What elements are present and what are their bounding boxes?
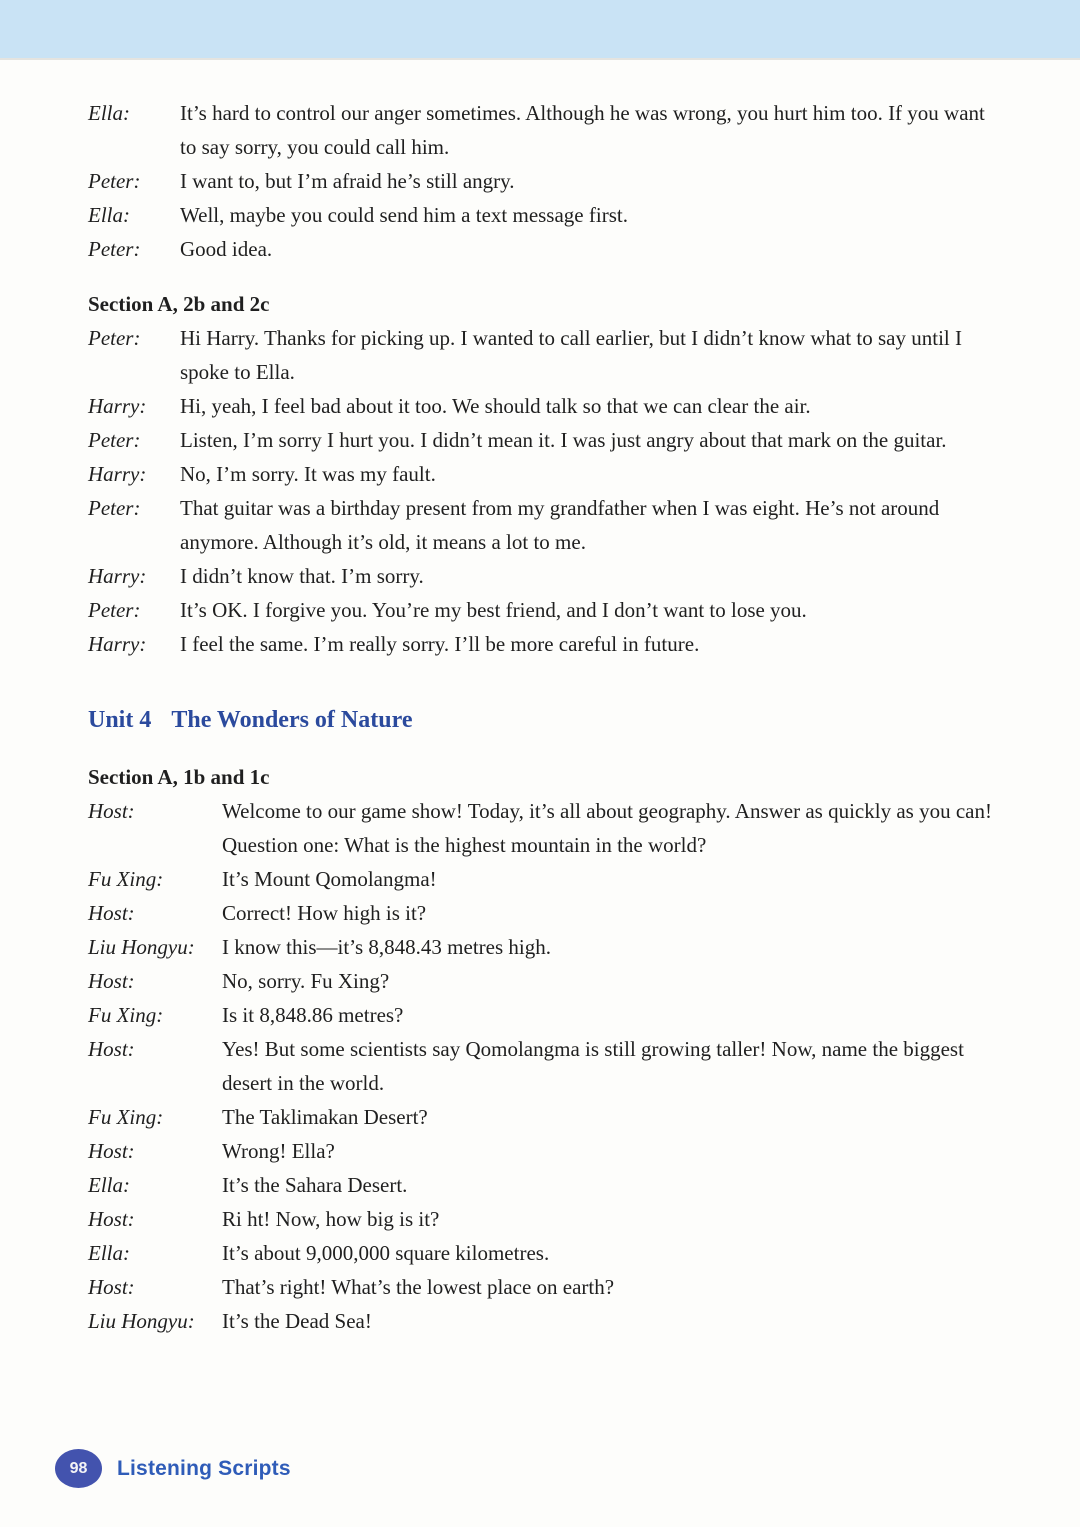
speaker-label: Host: — [88, 969, 135, 993]
speech-text: I didn’t know that. I’m sorry. — [180, 564, 424, 588]
speaker-label: Host: — [88, 1207, 135, 1231]
speaker-label: Peter: — [88, 428, 141, 452]
dialogue-row — [88, 389, 992, 423]
dialogue-row — [88, 593, 992, 627]
speech-text: Hi Harry. Thanks for picking up. I wanted to call earlier, but I didn’t know what to say until I spoke to Ella. — [180, 326, 963, 384]
page-top-band — [0, 0, 1080, 60]
speech-text: Hi, yeah, I feel bad about it too. We should talk so that we can clear the air. — [180, 394, 811, 418]
speech-text: Wrong! Ella? — [222, 1139, 335, 1163]
speech-text: Good idea. — [180, 237, 273, 261]
page-footer — [55, 1449, 291, 1488]
dialogue-row — [88, 559, 992, 593]
speaker-label: Harry: — [88, 564, 147, 588]
dialogue-row — [88, 423, 992, 457]
dialogue-row — [88, 198, 992, 232]
speaker-label: Fu Xing: — [88, 867, 164, 891]
speaker-label: Ella: — [88, 1173, 130, 1197]
unit-title: The Wonders of Nature — [171, 707, 413, 733]
speaker-label: Ella: — [88, 101, 130, 125]
dialogue-row — [88, 1032, 992, 1100]
speech-text: It’s about 9,000,000 square kilometres. — [222, 1241, 550, 1265]
speech-text: Is it 8,848.86 metres? — [222, 1003, 404, 1027]
speech-text: Ri ht! Now, how big is it? — [222, 1207, 440, 1231]
dialogue-row — [88, 1270, 992, 1304]
speech-text: It’s the Sahara Desert. — [222, 1173, 408, 1197]
speech-text: Well, maybe you could send him a text message first. — [180, 203, 628, 227]
dialogue-row — [88, 896, 992, 930]
dialogue-row — [88, 321, 992, 389]
speech-text: I feel the same. I’m really sorry. I’ll be more careful in future. — [180, 632, 700, 656]
speech-text: That’s right! What’s the lowest place on earth? — [222, 1275, 615, 1299]
dialogue-row — [88, 232, 992, 266]
speech-text: No, sorry. Fu Xing? — [222, 969, 390, 993]
dialogue-row — [88, 964, 992, 998]
speaker-label: Host: — [88, 1139, 135, 1163]
dialogue-section — [88, 287, 992, 661]
content — [0, 60, 1080, 1338]
speaker-label: Host: — [88, 799, 135, 823]
dialogue-row — [88, 998, 992, 1032]
speech-text: Correct! How high is it? — [222, 901, 427, 925]
speaker-label: Host: — [88, 1037, 135, 1061]
dialogue-row — [88, 1168, 992, 1202]
footer-section-title: Listening Scripts — [117, 1456, 291, 1480]
speech-text: It’s the Dead Sea! — [222, 1309, 372, 1333]
speaker-label: Harry: — [88, 462, 147, 486]
dialogue-row — [88, 794, 992, 862]
dialogue-row — [88, 491, 992, 559]
dialogue-row — [88, 627, 992, 661]
dialogue-row — [88, 1134, 992, 1168]
speech-text: The Taklimakan Desert? — [222, 1105, 428, 1129]
speaker-label: Peter: — [88, 169, 141, 193]
speech-text: Listen, I’m sorry I hurt you. I didn’t mean it. I was just angry about that mark on the guitar. — [180, 428, 947, 452]
speech-text: It’s OK. I forgive you. You’re my best friend, and I don’t want to lose you. — [180, 598, 807, 622]
speaker-label: Harry: — [88, 632, 147, 656]
speaker-label: Liu Hongyu: — [88, 935, 195, 959]
speaker-label: Ella: — [88, 1241, 130, 1265]
page-number-badge — [55, 1449, 102, 1488]
speech-text: That guitar was a birthday present from my grandfather when I was eight. He’s not around anymore. Although it’s old, it means a lot to me. — [180, 496, 940, 554]
speaker-label: Harry: — [88, 394, 147, 418]
dialogue-row — [88, 457, 992, 491]
unit-heading — [88, 701, 992, 739]
dialogue-row — [88, 164, 992, 198]
dialogue-row — [88, 930, 992, 964]
speech-text: Yes! But some scientists say Qomolangma is still growing taller! Now, name the biggest desert in the world. — [222, 1037, 964, 1095]
speech-text: Welcome to our game show! Today, it’s all about geography. Answer as quickly as you can! Question one: What is the highest mountain in the world? — [222, 799, 992, 857]
unit-number: Unit 4 — [88, 707, 152, 733]
dialogue-section — [88, 760, 992, 1338]
speaker-label: Host: — [88, 901, 135, 925]
dialogue-section — [88, 96, 992, 266]
page-number: 98 — [69, 1459, 88, 1477]
speaker-label: Liu Hongyu: — [88, 1309, 195, 1333]
speaker-label: Peter: — [88, 598, 141, 622]
dialogue-row — [88, 1304, 992, 1338]
dialogue-row — [88, 1236, 992, 1270]
speaker-label: Fu Xing: — [88, 1105, 164, 1129]
speech-text: It’s Mount Qomolangma! — [222, 867, 437, 891]
speech-text: No, I’m sorry. It was my fault. — [180, 462, 436, 486]
dialogue-row — [88, 1202, 992, 1236]
section-heading: Section A, 1b and 1c — [88, 765, 270, 789]
dialogue-row — [88, 1100, 992, 1134]
speaker-label: Host: — [88, 1275, 135, 1299]
speaker-label: Ella: — [88, 203, 130, 227]
speech-text: I know this—it’s 8,848.43 metres high. — [222, 935, 551, 959]
speaker-label: Peter: — [88, 237, 141, 261]
speech-text: It’s hard to control our anger sometimes. Although he was wrong, you hurt him too. If you want to say sorry, you could call him. — [180, 101, 985, 159]
speaker-label: Peter: — [88, 326, 141, 350]
dialogue-row — [88, 862, 992, 896]
speaker-label: Peter: — [88, 496, 141, 520]
speaker-label: Fu Xing: — [88, 1003, 164, 1027]
dialogue-row — [88, 96, 992, 164]
speech-text: I want to, but I’m afraid he’s still angry. — [180, 169, 515, 193]
section-heading: Section A, 2b and 2c — [88, 292, 270, 316]
